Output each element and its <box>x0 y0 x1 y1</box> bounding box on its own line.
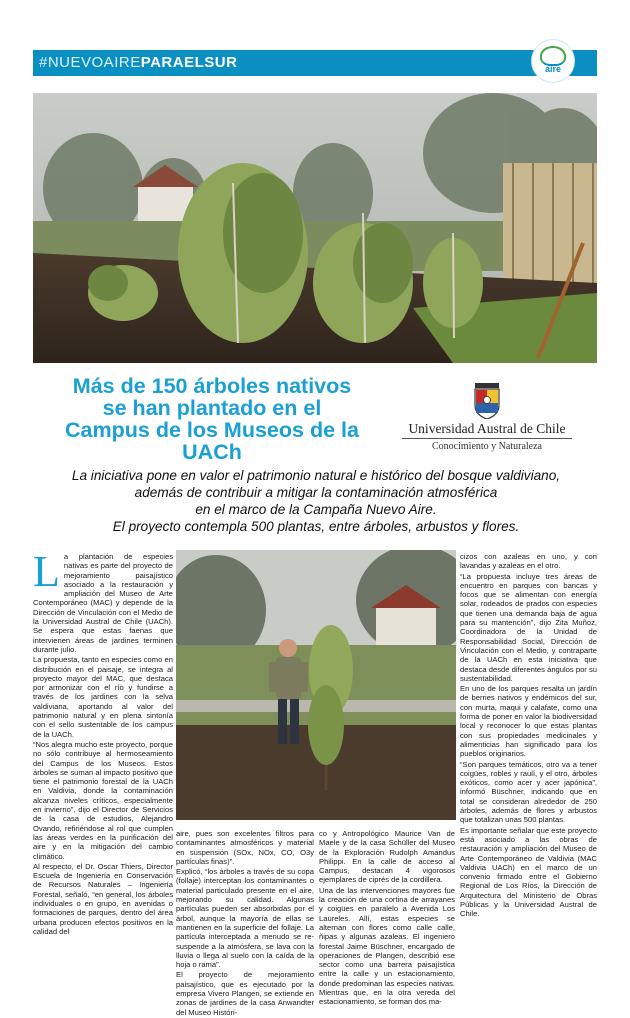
paragraph: aire, pues son excelentes filtros para contaminantes atmosféricos y material en suspensión (SOx, NOx, CO, O3y partículas finas)”. <box>176 829 314 866</box>
paragraph: Una de las intervenciones mayores fue la creación de una cortina de arrayanes y coigües en paralelo a Avenida Los Laureles. Allí, estas especies se alternan con flores como calle calle, ñipas y algunas azaleas. El ingeniero forestal Jaime Büschner, encargado de operaciones de Plangen, describió ese sector como una barrera paisajística entre la calle y un estacionamiento, donde predominan las especies nativas. Mientras que, en la otra vereda del estacionamiento, se forman dos ma- <box>319 885 455 1007</box>
paragraph: Explicó, “los árboles a través de su copa (follaje) interceptan los contaminantes o material particulado presente en el aire, mejorando su calidad. Algunas partículas pueden ser absorbidas por el árbol, aunque la mayoría de ellas se mantienen en la superficie del follaje. La partícula interceptada a menudo se re-suspende a la atmósfera, se lava con la lluvia o llega al suelo con la caída de la hoja o rama”. <box>176 867 314 970</box>
paragraph: co y Antropológico Maurice Van de Maele y de la casa Schüller del Museo de la Exploración Rudolph Amandus Philippi. En la calle de acceso al Campus, destacan 4 vigorosos ejemplares de ciprés de la cordillera. <box>319 829 455 885</box>
campaign-hashtag-bold: PARAELSUR <box>140 54 238 71</box>
lead-line: La iniciativa pone en valor el patrimonio natural e histórico del bosque valdiviano, <box>71 468 561 483</box>
paragraph: “Son parques temáticos, otro va a tener coigües, robles y raulí, y el otro, árboles exóticos, como acer y acer japónica”, informó Büschner, indicando que en total se consideran alrededor de 250 árboles, además de flores y arbustos que totalizan unas 500 plantas. <box>460 759 597 825</box>
paragraph: a plantación de especies nativas es parte del proyecto de mejoramiento paisajístico asociado a la restauración y ampliación del Museo de Arte Contemporáneo (MAC) y depende de la Dirección de Vinculación con el Medio de la Universidad Austral de Chile (UACh). Se espera que estas faenas que intervienen áreas de jardines terminen durante julio. <box>33 552 173 654</box>
lead-line: El proyecto contempla 500 plantas, entre árboles, arbustos y flores. <box>112 519 520 534</box>
paragraph: El proyecto de mejoramiento paisajístico, que es ejecutado por la empresa Vivero Plangen, se extiende en zonas de jardines de la casa Anwandter del Museo Históri- <box>176 970 314 1017</box>
paragraph: Es importante señalar que este proyecto está asociado a las obras de restauración y ampliación del Museo de Arte Contemporáneo de Valdivia (MAC Valdivia UACh) en el marco de un convenio firmado entre el Gobierno Regional de Los Ríos, la Dirección de Arquitectura del Ministerio de Obras Públicas y la Universidad Austral de Chile. <box>460 825 597 919</box>
middle-photo-man-with-tree <box>176 550 456 820</box>
paragraph: En uno de los parques resalta un jardín de berries nativos y endémicos del sur, con murta, maqui y calafate, como una forma de poner en valor la biodiversidad local y reconocer lo que estas plantas con sus propiedades medicinales y alimenticias han significado para los pueblos originarios. <box>460 684 597 759</box>
university-name: Universidad Austral de Chile <box>402 421 572 439</box>
paragraph: Al respecto, el Dr. Oscar Thiers, Director Escuela de Ingeniería en Conservación de Recursos Naturales – Ingeniería Forestal, señaló, “en general, los árboles individuales o en grupo, en avenidas o formaciones de parques, dentro del área urbana producen efectos positivos en la calidad del <box>33 861 173 936</box>
text-column-4 <box>460 552 597 920</box>
lead-line: además de contribuir a mitigar la contaminación atmosférica <box>134 485 498 500</box>
top-photo-planted-trees <box>33 93 597 363</box>
text-column-3 <box>319 829 455 1008</box>
paragraph: “La propuesta incluye tres áreas de encuentro en parques con bancas y focos que se alimentan con energía solar, rodeados de prados con especies que tienen una demanda baja de agua para su mantención”, dijo Zita Muñoz, Coordinadora de la Unidad de Responsabilidad Social, Dirección de Vinculación con el Medio, y contraparte de la UACh en esta iniciativa que destaca desde diferentes ángulos por su sustentabilidad. <box>460 571 597 683</box>
text-column-1 <box>33 547 173 937</box>
logo-word: aire <box>544 64 561 74</box>
section-header-band <box>33 50 597 76</box>
article-lead <box>40 467 592 535</box>
campaign-hashtag: #NUEVOAIREPARAELSUR <box>39 54 238 71</box>
logo-ring-icon <box>540 46 566 66</box>
paragraph: cizos con azaleas en uno, y con lavandas y azaleas en el otro. <box>460 552 597 571</box>
uach-logo <box>402 383 572 452</box>
article-title: Más de 150 árboles nativos se han plantado en el Campus de los Museos de la UACh <box>65 374 359 464</box>
drop-cap: L <box>33 547 60 596</box>
paragraph: La propuesta, tanto en especies como en distribución en el paisaje, se integra al proyecto mayor del MAC, que destaca por armonizar con el río y fundirse a través de los jardines con la selva valdiviana, aportando al valor del patrimonio natural y en plena sintonía con el sello sustentable de los campus de la UACh. <box>33 655 173 739</box>
text-column-2 <box>176 829 314 1018</box>
uach-crest-icon <box>472 383 502 419</box>
nuevo-aire-logo <box>532 40 574 82</box>
lead-line: en el marco de la Campaña Nuevo Aire. <box>195 502 437 517</box>
paragraph: “Nos alegra mucho este proyecto, porque no sólo contribuye al hermoseamiento del Campus de los Museos. Estos árboles se suman al impacto positivo que tiene el patrimonio forestal de la UACh en Valdivia, donde la contaminación alcanza niveles críticos, especialmente en invierno”, dijo el Director de Servicios de la casa de estudios, Alejandro Ovando, refiriéndose al rol que cumplen las áreas verdes en la purificación del aire y en la mitigación del cambio climático. <box>33 739 173 861</box>
university-motto: Conocimiento y Naturaleza <box>432 441 542 452</box>
